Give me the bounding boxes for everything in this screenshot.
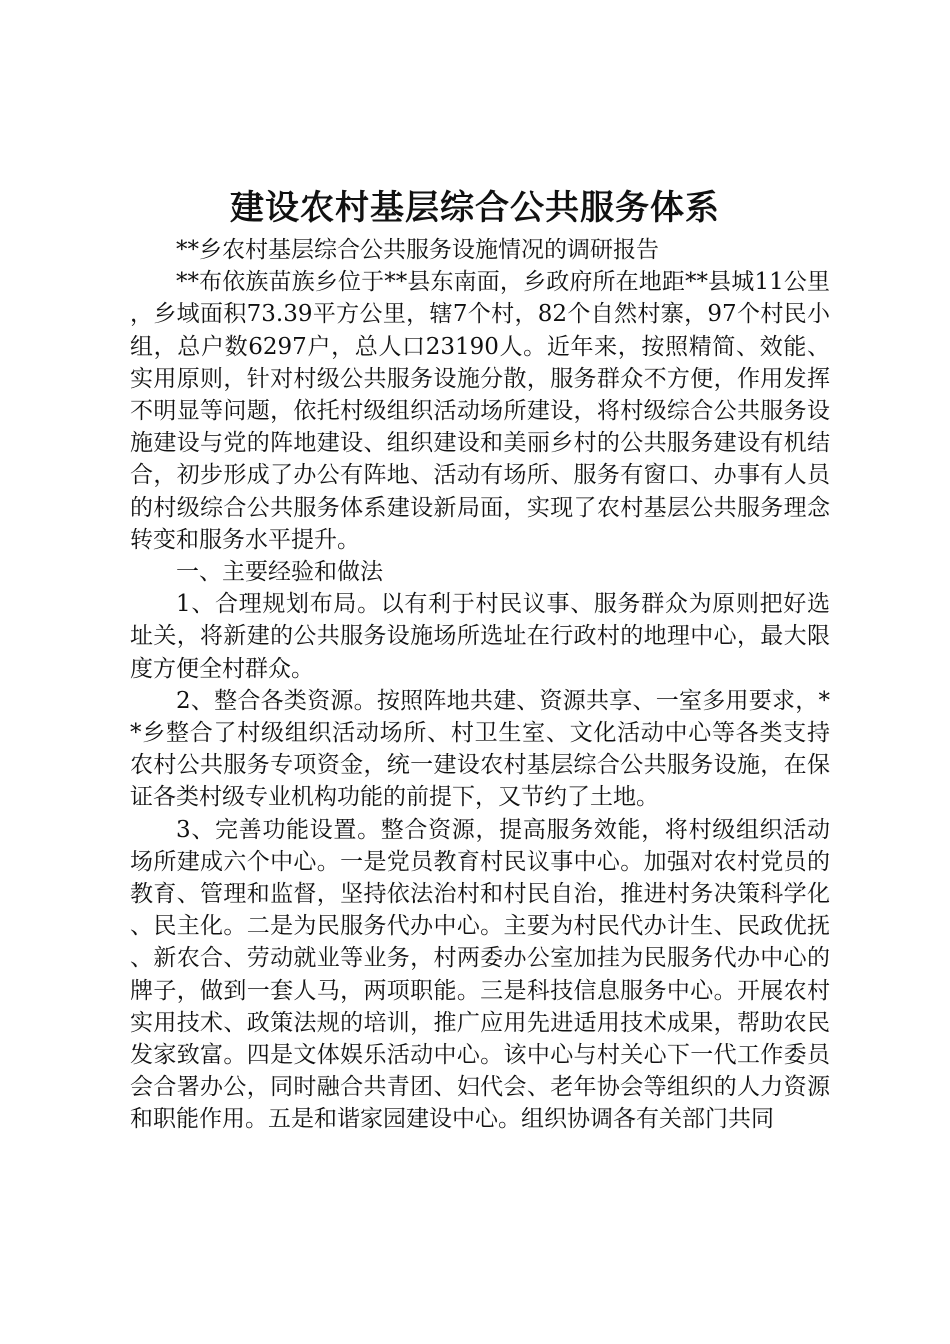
intro-paragraph: **布依族苗族乡位于**县东南面，乡政府所在地距**县城11公里，乡域面积73.39平方公里，辖7个村，82个自然村寨，97个村民小组，总户数6297户，总人口23190人。近年来，按照精简、效能、实用原则，针对村级公共服务设施分散，服务群众不方便，作用发挥不明显等问题，依托村级组织活动场所建设，将村级综合公共服务设施建设与党的阵地建设、组织建设和美丽乡村的公共服务建设有机结合，初步形成了办公有阵地、活动有场所、服务有窗口、办事有人员的村级综合公共服务体系建设新局面，实现了农村基层公共服务理念转变和服务水平提升。 xyxy=(130,269,830,553)
report-subtitle: **乡农村基层综合公共服务设施情况的调研报告 xyxy=(176,237,659,263)
section-heading: 一、主要经验和做法 xyxy=(176,559,383,586)
paragraph-planning: 1、合理规划布局。以有利于村民议事、服务群众为原则把好选址关，将新建的公共服务设施场所选址在行政村的地理中心，最大限度方便全村群众。 xyxy=(130,591,830,682)
paragraph-functions: 3、完善功能设置。整合资源，提高服务效能，将村级组织活动场所建成六个中心。一是党员教育村民议事中心。加强对农村党员的教育、管理和监督，坚持依法治村和村民自治，推进村务决策科学化、民主化。二是为民服务代办中心。主要为村民代办计生、民政优抚、新农合、劳动就业等业务，村两委办公室加挂为民服务代办中心的牌子，做到一套人马，两项职能。三是科技信息服务中心。开展农村实用技术、政策法规的培训，推广应用先进适用技术成果，帮助农民发家致富。四是文体娱乐活动中心。该中心与村关心下一代工作委员会合署办公，同时融合共青团、妇代会、老年协会等组织的人力资源和职能作用。五是和谐家园建设中心。组织协调各有关部门共同 xyxy=(130,816,830,1133)
document-title: 建设农村基层综合公共服务体系 xyxy=(230,188,720,228)
document-body xyxy=(130,234,830,1136)
paragraph-resources: 2、整合各类资源。按照阵地共建、资源共享、一室多用要求，**乡整合了村级组织活动场所、村卫生室、文化活动中心等各类支持农村公共服务专项资金，统一建设农村基层综合公共服务设施，在保证各类村级专业机构功能的前提下，又节约了土地。 xyxy=(130,687,830,811)
